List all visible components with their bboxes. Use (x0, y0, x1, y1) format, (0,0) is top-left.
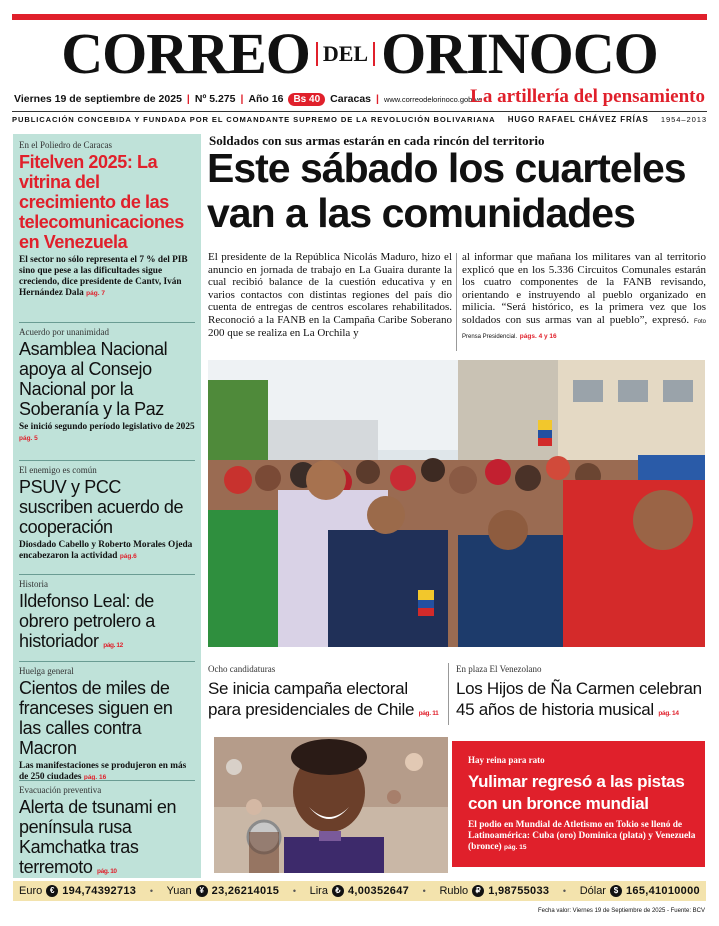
founding-line (12, 111, 707, 124)
story-chile[interactable] (208, 664, 444, 724)
column-rule (448, 663, 449, 725)
yuan-icon: ¥ (196, 885, 208, 897)
brief-title-text: Ildefonso Leal: de obrero petrolero a historiador (19, 591, 155, 651)
brief-kicker: En el Poliedro de Caracas (19, 140, 112, 150)
page-ref: pág.6 (119, 553, 137, 560)
issue-year: Año 16 (248, 93, 284, 105)
brief-tsunami[interactable] (19, 785, 195, 882)
page-ref: pág. 7 (86, 290, 105, 297)
divider (19, 574, 195, 575)
brief-asamblea[interactable] (19, 327, 195, 444)
lira-icon: ₺ (332, 885, 344, 897)
rate-dolar: Dólar $ 165,41010000 (579, 885, 700, 897)
sport-kicker: Hay reina para rato (468, 755, 545, 765)
story-title (456, 678, 708, 724)
brief-text: Se inició segundo período legislativo de 2025 (19, 422, 195, 432)
brief-title: PSUV y PCC suscriben acuerdo de cooperación (19, 477, 184, 537)
price-badge: Bs 40 (288, 93, 325, 106)
euro-icon: € (46, 885, 58, 897)
brief-fitelven[interactable] (19, 140, 195, 299)
page-ref: pág. 14 (658, 710, 679, 717)
sport-story[interactable] (452, 741, 705, 867)
athlete-photo-illustration (214, 737, 448, 873)
top-red-rule (12, 14, 707, 20)
brief-title: Asamblea Nacional apoya al Consejo Nacional por la Soberanía y la Paz (19, 339, 168, 419)
page-ref: pág. 12 (103, 642, 123, 649)
page-ref: pág. 5 (19, 435, 38, 442)
brief-title: Cientos de miles de franceses siguen en las calles contra Macron (19, 678, 173, 758)
dateline: Viernes 19 de septiembre de 2025 | Nº 5.275 | Año 16 Bs 40 Caracas | www.correodelorinoco.gob.ve (14, 93, 483, 105)
page-ref: pág. 15 (504, 844, 527, 851)
lead-photo[interactable] (208, 360, 705, 647)
masthead-del: DEL (316, 42, 375, 66)
brief-title-text: Alerta de tsunami en península rusa Kamchatka tras terremoto (19, 797, 177, 877)
brief-kicker: El enemigo es común (19, 465, 97, 475)
site-url[interactable]: www.correodelorinoco.gob.ve (383, 94, 483, 104)
brief-francia[interactable] (19, 666, 195, 783)
story-musica[interactable] (456, 664, 708, 724)
brief-psuv[interactable] (19, 465, 195, 562)
rate-rublo: Rublo ₽ 1,98755033 (439, 885, 550, 897)
issue-number: Nº 5.275 (194, 93, 236, 105)
brief-text: Las manifestaciones se produjeron en más de 250 ciudades (19, 761, 187, 782)
photo-credit: Foto Prensa Presidencial. (462, 318, 707, 340)
issue-date: Viernes 19 de septiembre de 2025 (14, 93, 182, 105)
brief-text: Diosdado Cabello y Roberto Morales Ojeda encabezaron la actividad (19, 540, 193, 561)
masthead-logo[interactable] (12, 21, 707, 86)
issue-city: Caracas (330, 93, 372, 105)
lead-body-col1: El presidente de la República Nicolás Maduro, hizo el anuncio en jornada de trabajo en La Guaira durante la cual recibió balance de la cuestión educativa y en varios contactos con distintas regiones del país dio cuenta de entregas de centros escolares rehabilitados. Reconoció a la FANB en la Campaña Caribe Soberano 200 que se realiza en La Orchila y (208, 251, 452, 339)
story-kicker: En plaza El Venezolano (456, 664, 542, 674)
story-title-text: Los Hijos de Ña Carmen celebran 45 años de historia musical (456, 679, 702, 719)
page-ref: pág. 11 (418, 710, 439, 717)
brief-title (19, 797, 195, 882)
sidebar-briefs (13, 134, 201, 878)
slogan: La artillería del pensamiento (470, 86, 705, 107)
brief-title: Fitelven 2025: La vitrina del crecimiento de las telecomunicaciones en Venezuela (19, 152, 184, 252)
rate-euro: Euro € 194,74392713 (19, 885, 137, 897)
divider (19, 460, 195, 461)
divider (19, 322, 195, 323)
brief-text: El sector no sólo representa el 7 % del PIB sino que pese a las dificultades sigue creciendo, dice presidente de Cantv, Iván Hernández Dala (19, 255, 188, 298)
page-ref: pág. 16 (83, 774, 107, 781)
founding-text: PUBLICACIÓN CONCEBIDA Y FUNDADA POR EL COMANDANTE SUPREMO DE LA REVOLUCIÓN BOLIVARIANA (12, 115, 496, 124)
fecha-valor: Fecha valor: Viernes 19 de Septiembre de 2025 - Fuente: BCV (538, 908, 705, 914)
sport-title: Yulimar regresó a las pistas con un bronce mundial (468, 772, 685, 813)
page-ref: pág. 10 (97, 868, 117, 875)
founder-years: 1954–2013 (660, 115, 707, 124)
story-title-text: Se inicia campaña electoral para presidenciales de Chile (208, 679, 415, 719)
rate-yuan: Yuan ¥ 23,26214015 (166, 885, 280, 897)
athlete-photo[interactable] (214, 737, 448, 873)
story-title (208, 678, 444, 724)
brief-kicker: Acuerdo por unanimidad (19, 327, 109, 337)
divider (19, 661, 195, 662)
brief-ildefonso[interactable] (19, 579, 195, 656)
dollar-icon: $ (610, 885, 622, 897)
lead-photo-illustration (208, 360, 705, 647)
founder-name: HUGO RAFAEL CHÁVEZ FRÍAS (507, 115, 649, 124)
currency-ticker: Euro € 194,74392713 • Yuan ¥ 23,26214015 • Lira ₺ 4,00352647 • Rublo ₽ 1,98755033 • Dólar $ 165,41010000 (13, 881, 706, 901)
lead-headline[interactable]: Este sábado los cuarteles van a las comunidades (207, 145, 686, 236)
column-rule (456, 253, 457, 351)
divider (19, 780, 195, 781)
story-kicker: Ocho candidaturas (208, 664, 276, 674)
rublo-icon: ₽ (472, 885, 484, 897)
page-ref: págs. 4 y 16 (519, 332, 557, 340)
rate-lira: Lira ₺ 4,00352647 (309, 885, 410, 897)
brief-kicker: Evacuación preventiva (19, 785, 102, 795)
masthead-correo: CORREO (61, 21, 310, 86)
brief-kicker: Huelga general (19, 666, 74, 676)
brief-kicker: Historia (19, 579, 48, 589)
lead-supra: Soldados con sus armas estarán en cada rincón del territorio (209, 133, 545, 148)
brief-title (19, 591, 195, 656)
masthead-orinoco: ORINOCO (381, 21, 658, 86)
sport-text: El podio en Mundial de Atletismo en Tokio se llenó de Latinoamérica: Cuba (oro) Dominica (plata) y Venezuela (bronce) (468, 820, 696, 852)
lead-body-col2 (462, 251, 706, 343)
lead-body-text: al informar que mañana los militares van al territorio explicó que en los 5.336 Circuitos Comunales estarán los cuatro componentes de la FANB revisando, orientando e instruyendo al pueblo organizado en milicia. “Será histórico, es la primera vez que los soldados con sus armas van al pueblo”, expresó. (462, 251, 706, 326)
